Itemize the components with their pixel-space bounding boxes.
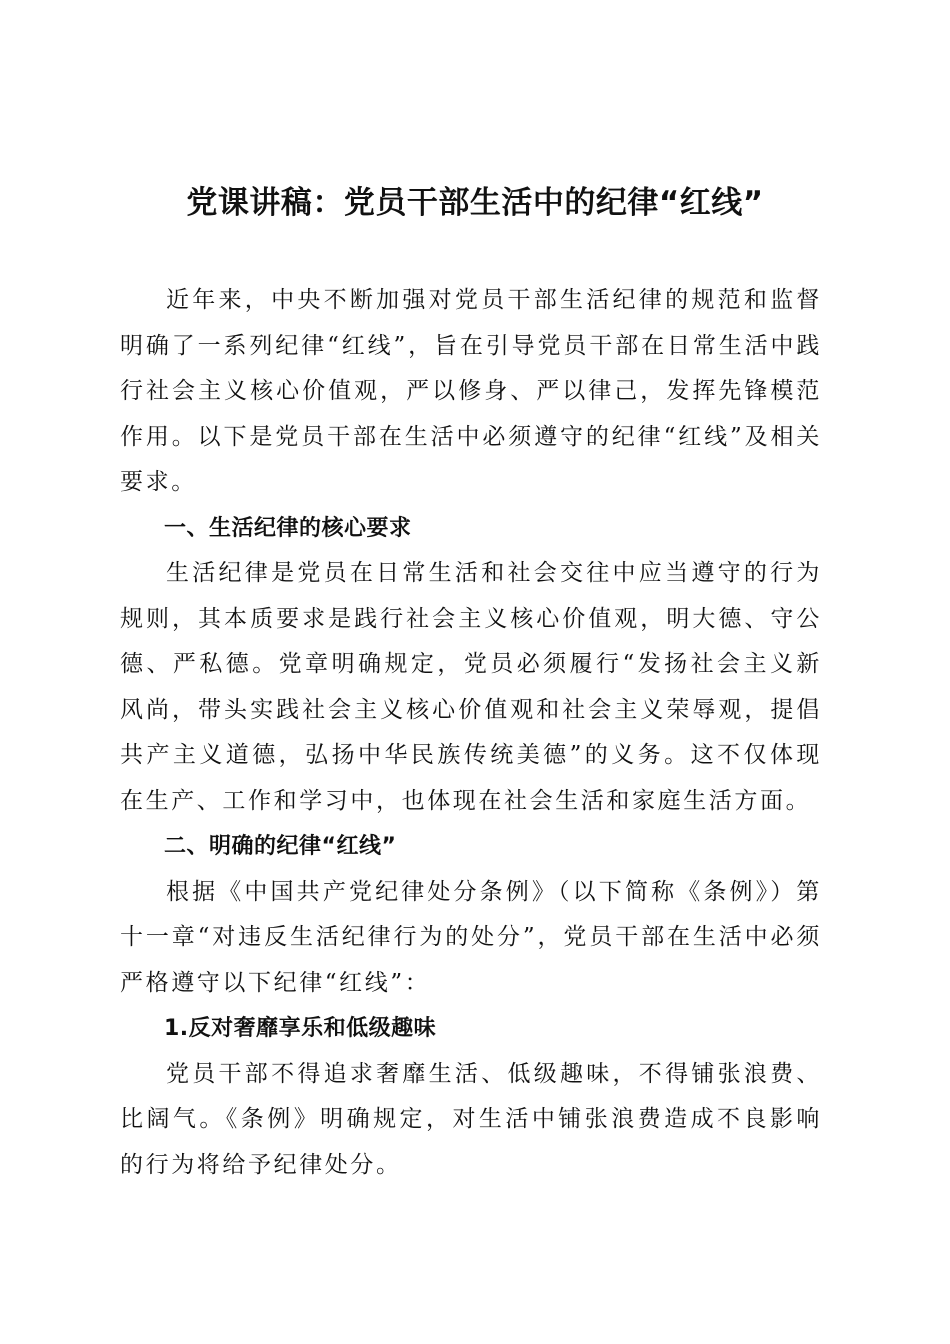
- document-body: [120, 278, 822, 1188]
- document-title: 党课讲稿：党员干部生活中的纪律“红线”: [186, 185, 764, 221]
- section-paragraph-red-lines: 根据《中国共产党纪律处分条例》（以下简称《条例》）第十一章“对违反生活纪律行为的处分”，党员干部在生活中必须严格遵守以下纪律“红线”：: [120, 878, 822, 996]
- subsection-paragraph-oppose-extravagance: 党员干部不得追求奢靡生活、低级趣味，不得铺张浪费、比阔气。《条例》明确规定，对生活中铺张浪费造成不良影响的行为将给予纪律处分。: [120, 1060, 822, 1178]
- section-heading-red-lines: 二、明确的纪律“红线”: [164, 834, 397, 859]
- section-heading-core-requirements: 一、生活纪律的核心要求: [164, 515, 412, 541]
- section-paragraph-core-requirements: 生活纪律是党员在日常生活和社会交往中应当遵守的行为规则，其本质要求是践行社会主义核心价值观，明大德、守公德、严私德。党章明确规定，党员必须履行“发扬社会主义新风尚，带头实践社会主义核心价值观和社会主义荣辱观，提倡共产主义道德，弘扬中华民族传统美德”的义务。这不仅体现在生产、工作和学习中，也体现在社会生活和家庭生活方面。: [120, 560, 822, 814]
- intro-paragraph: 近年来，中央不断加强对党员干部生活纪律的规范和监督明确了一系列纪律“红线”，旨在引导党员干部在日常生活中践行社会主义核心价值观，严以修身、严以律己，发挥先锋模范作用。以下是党员干部在生活中必须遵守的纪律“红线”及相关要求。: [120, 287, 822, 495]
- subsection-heading-oppose-extravagance: 1.反对奢靡享乐和低级趣味: [164, 1016, 437, 1041]
